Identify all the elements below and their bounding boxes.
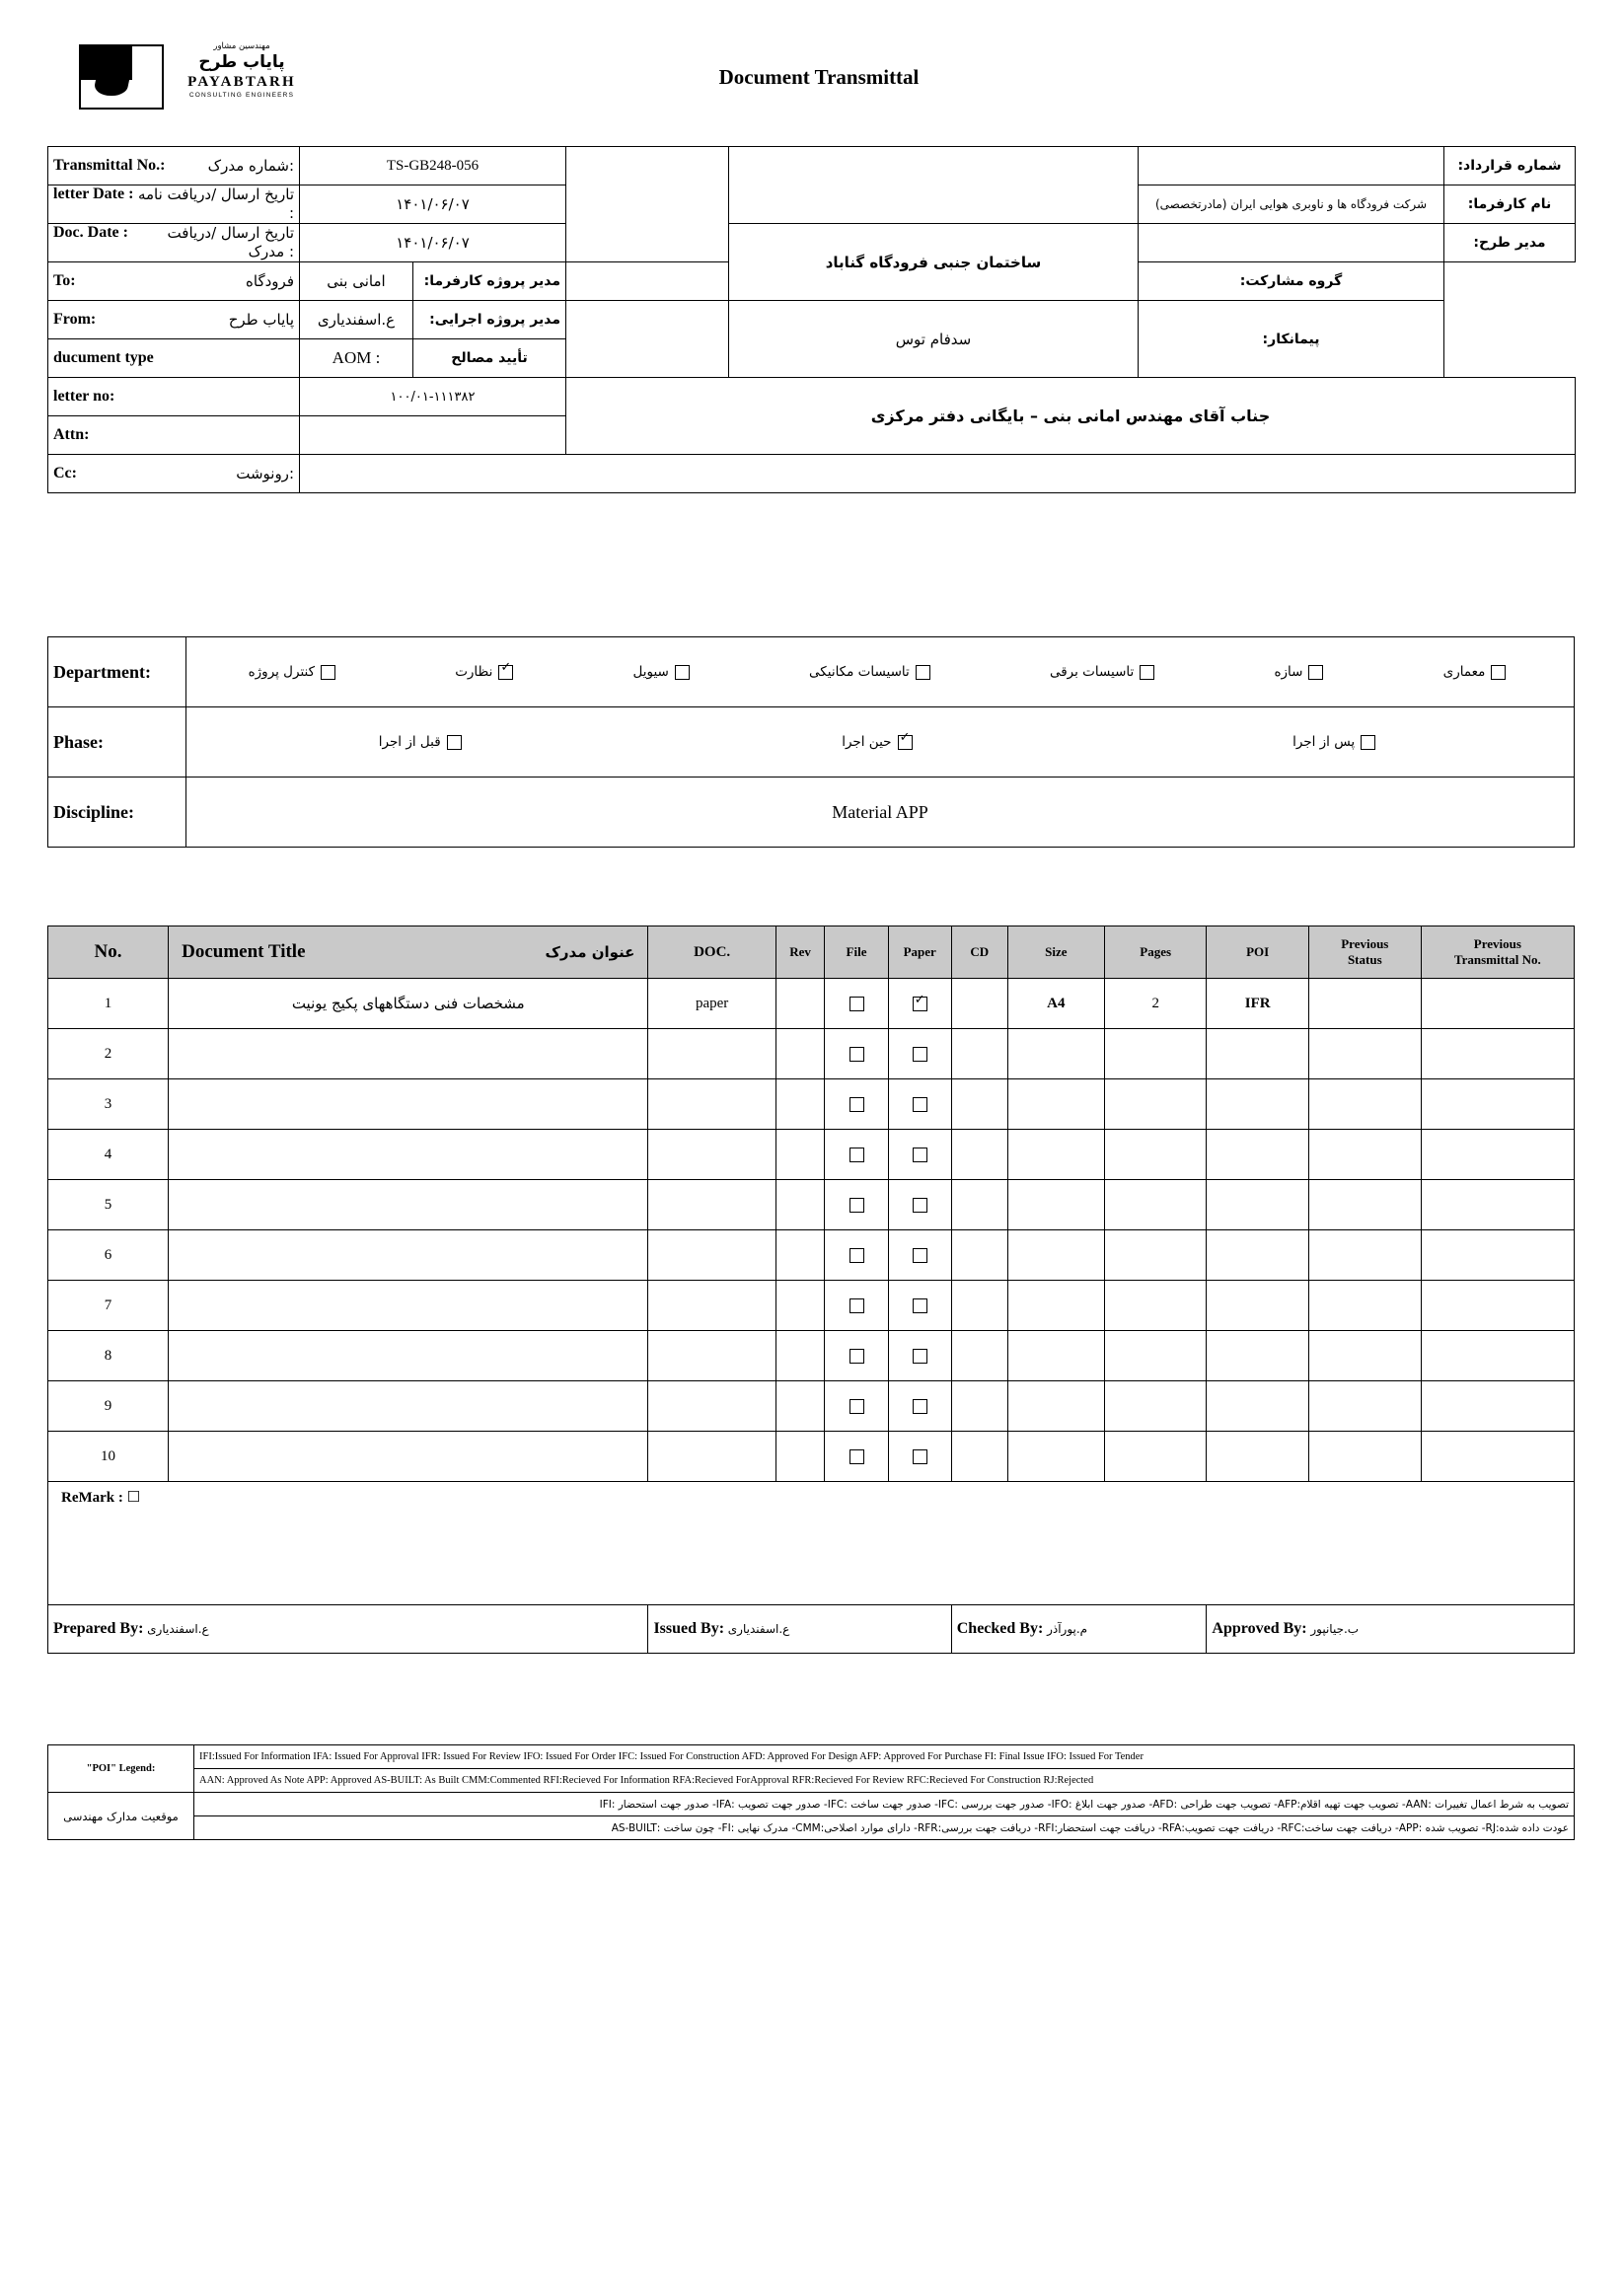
cell-paper-checkbox[interactable] bbox=[913, 1349, 927, 1364]
table-row bbox=[48, 1130, 1575, 1180]
label-employer-name: نام کارفرما: bbox=[1444, 185, 1576, 224]
label-letter-date: letter Date : bbox=[53, 185, 134, 202]
cell-previous-transmittal-no bbox=[1421, 1432, 1574, 1482]
legend-fa-line-1: تصویب به شرط اعمال تغییرات :AAN- تصویب جهت تهیه اقلام:AFP- تصویب جهت طراحی :AFD- صدور جهت ابلاغ :IFO- صدور جهت بررسی :IFC- صدور جهت ساخت :IFC- صدور جهت تصویب :IFA- صدور جهت استحضار :IFI bbox=[194, 1793, 1575, 1816]
cell-pages bbox=[1104, 1180, 1206, 1230]
dept-option-architecture[interactable] bbox=[1443, 664, 1513, 680]
cell-paper-checkbox[interactable] bbox=[913, 1097, 927, 1112]
cell-size: A4 bbox=[1007, 979, 1104, 1029]
table-row bbox=[48, 301, 1576, 339]
label-department: Department: bbox=[48, 637, 186, 707]
cell-previous-status bbox=[1308, 1029, 1421, 1079]
cell-employer-name-value: شرکت فرودگاه ها و ناوبری هوایی ایران (مادرتخصصی) bbox=[1139, 185, 1444, 224]
cell-poi bbox=[1207, 1029, 1308, 1079]
label-transmittal-no-fa: شماره مدرک: bbox=[207, 156, 294, 175]
table-header-row bbox=[48, 926, 1575, 979]
logo-text bbox=[168, 41, 316, 99]
cell-previous-status bbox=[1308, 979, 1421, 1029]
phase-option-before-construction[interactable] bbox=[379, 734, 468, 750]
cell-paper bbox=[888, 1230, 951, 1281]
cell-cd bbox=[951, 1029, 1007, 1079]
phase-option-during-label: حین اجرا bbox=[842, 734, 892, 750]
col-previous-transmittal-no: Previous Transmittal No. bbox=[1421, 926, 1574, 979]
table-row bbox=[48, 1079, 1575, 1130]
cell-poi bbox=[1207, 1331, 1308, 1381]
dept-option-civil[interactable] bbox=[633, 664, 696, 680]
label-contractor: پیمانکار: bbox=[1139, 301, 1444, 378]
phase-option-during-construction[interactable] bbox=[842, 734, 918, 750]
department-phase-table bbox=[47, 636, 1575, 848]
cell-previous-status bbox=[1308, 1331, 1421, 1381]
cell-file bbox=[825, 1079, 888, 1130]
cell-row-no: 2 bbox=[48, 1029, 169, 1079]
value-prepared-by: ع.اسفندیاری bbox=[147, 1622, 209, 1636]
cell-prepared-by bbox=[48, 1605, 648, 1654]
cell-row-no: 1 bbox=[48, 979, 169, 1029]
cell-partnership-value bbox=[566, 262, 729, 301]
cell-row-no: 5 bbox=[48, 1180, 169, 1230]
cell-row-no: 3 bbox=[48, 1079, 169, 1130]
cell-attn-value bbox=[300, 416, 566, 455]
col-pages: Pages bbox=[1104, 926, 1206, 979]
label-approved-by: Approved By: bbox=[1212, 1620, 1307, 1637]
cell-cd bbox=[951, 1180, 1007, 1230]
label-discipline: Discipline: bbox=[48, 778, 186, 848]
table-row bbox=[48, 1793, 1575, 1816]
dept-option-supervision-checkbox[interactable] bbox=[498, 665, 513, 680]
col-no: No. bbox=[48, 926, 169, 979]
cell-paper bbox=[888, 979, 951, 1029]
dept-option-supervision[interactable] bbox=[455, 664, 519, 680]
cell-pages bbox=[1104, 1079, 1206, 1130]
dept-option-structure-checkbox[interactable] bbox=[1308, 665, 1323, 680]
cell-file-checkbox[interactable] bbox=[849, 1047, 864, 1062]
label-letter-no: letter no: bbox=[48, 378, 300, 416]
cell-pages: 2 bbox=[1104, 979, 1206, 1029]
table-row bbox=[48, 455, 1576, 493]
cell-cd bbox=[951, 1381, 1007, 1432]
dept-option-mechanical-checkbox[interactable] bbox=[916, 665, 930, 680]
dept-option-structure-label: سازه bbox=[1274, 664, 1303, 680]
cell-rev bbox=[775, 1029, 825, 1079]
poi-legend-table bbox=[47, 1744, 1575, 1840]
cell-previous-transmittal-no bbox=[1421, 1331, 1574, 1381]
cell-previous-transmittal-no bbox=[1421, 1230, 1574, 1281]
cell-document-type-value: AOM : bbox=[300, 339, 413, 378]
cell-cc-label bbox=[48, 455, 300, 493]
cell-doc-type bbox=[648, 1180, 775, 1230]
cell-previous-status bbox=[1308, 1180, 1421, 1230]
cell-from-label bbox=[48, 301, 300, 339]
cell-previous-transmittal-no bbox=[1421, 1381, 1574, 1432]
cell-file bbox=[825, 1180, 888, 1230]
cell-rev bbox=[775, 1180, 825, 1230]
logo-mark-icon bbox=[79, 44, 164, 110]
cell-file-checkbox[interactable] bbox=[849, 1449, 864, 1464]
value-checked-by: م.پورآذر bbox=[1047, 1622, 1088, 1636]
cell-row-no: 7 bbox=[48, 1281, 169, 1331]
dept-option-mechanical-label: تاسیسات مکانیکی bbox=[809, 664, 910, 680]
col-poi: POI bbox=[1207, 926, 1308, 979]
cell-doc-type bbox=[648, 1079, 775, 1130]
cell-rev bbox=[775, 1130, 825, 1180]
cell-cc-extra bbox=[300, 455, 1576, 493]
label-design-manager: مدیر طرح: bbox=[1444, 224, 1576, 262]
label-prepared-by: Prepared By: bbox=[53, 1620, 144, 1637]
cell-cd bbox=[951, 1432, 1007, 1482]
cell-paper-checkbox[interactable] bbox=[913, 1298, 927, 1313]
cell-poi bbox=[1207, 1230, 1308, 1281]
dept-option-project-control-label: کنترل پروژه bbox=[248, 664, 316, 680]
cell-document-title bbox=[169, 1432, 648, 1482]
label-checked-by: Checked By: bbox=[956, 1620, 1044, 1637]
legend-line-1: IFI:Issued For Information IFA: Issued For Approval IFR: Issued For Review IFO: Issued For Order IFC: Issued For Construction AFD: Approved For Design AFP: Approved For Purchase FI: Final Issue IFO: Issued For Tender bbox=[194, 1745, 1575, 1769]
cell-doc-type bbox=[648, 1230, 775, 1281]
label-phase: Phase: bbox=[48, 707, 186, 778]
cell-to-label bbox=[48, 262, 300, 301]
logo-line-2: پایاب طرح bbox=[198, 52, 285, 72]
label-cc: Cc: bbox=[53, 464, 77, 481]
cell-transmittal-label bbox=[48, 147, 300, 185]
cell-file bbox=[825, 1381, 888, 1432]
col-file: File bbox=[825, 926, 888, 979]
cell-paper bbox=[888, 1029, 951, 1079]
cell-file bbox=[825, 1029, 888, 1079]
cell-size bbox=[1007, 1331, 1104, 1381]
dept-option-civil-label: سیویل bbox=[632, 664, 669, 680]
dept-option-mechanical[interactable] bbox=[809, 664, 936, 680]
dept-option-electrical-label: تاسیسات برقی bbox=[1049, 664, 1135, 680]
cell-document-title bbox=[169, 1281, 648, 1331]
cell-transmittal-value: TS-GB248-056 bbox=[300, 147, 566, 185]
signature-row bbox=[48, 1605, 1575, 1654]
cell-document-title bbox=[169, 1029, 648, 1079]
cell-file-checkbox[interactable] bbox=[849, 1248, 864, 1263]
cell-pages bbox=[1104, 1381, 1206, 1432]
cell-poi bbox=[1207, 1130, 1308, 1180]
cell-pages bbox=[1104, 1432, 1206, 1482]
legend-line-2: AAN: Approved As Note APP: Approved AS-BUILT: As Built CMM:Commented RFI:Recieved For Information RFA:Recieved ForApproval RFR:Recieved For Review RFC:Recieved For Construction RJ:Rejected bbox=[194, 1769, 1575, 1793]
cell-paper-checkbox[interactable] bbox=[913, 1198, 927, 1213]
cell-document-title bbox=[169, 1130, 648, 1180]
col-document-title-en: Document Title bbox=[182, 941, 306, 962]
dept-option-architecture-checkbox[interactable] bbox=[1491, 665, 1506, 680]
logo-line-3: PAYABTARH bbox=[187, 74, 296, 90]
cell-doc-type bbox=[648, 1432, 775, 1482]
col-paper: Paper bbox=[888, 926, 951, 979]
cell-paper bbox=[888, 1130, 951, 1180]
cell-project-name-empty bbox=[729, 147, 1139, 224]
cell-contractor-value: سدفام توس bbox=[729, 301, 1139, 378]
cell-exec-pm-value: ع.اسفندیاری bbox=[300, 301, 413, 339]
cell-pages bbox=[1104, 1331, 1206, 1381]
label-issued-by: Issued By: bbox=[653, 1620, 725, 1637]
cell-department-options bbox=[186, 637, 1575, 707]
cell-rev bbox=[775, 1281, 825, 1331]
cell-size bbox=[1007, 1130, 1104, 1180]
cell-spacer-left bbox=[566, 147, 729, 262]
table-row bbox=[48, 224, 1576, 262]
label-material-approval: تأیید مصالح bbox=[413, 339, 566, 378]
table-row bbox=[48, 1816, 1575, 1840]
cell-rev bbox=[775, 1230, 825, 1281]
dept-option-supervision-label: نظارت bbox=[455, 664, 493, 680]
dept-option-project-control-checkbox[interactable] bbox=[321, 665, 335, 680]
cell-previous-transmittal-no bbox=[1421, 1281, 1574, 1331]
cell-rev bbox=[775, 1331, 825, 1381]
label-to: To: bbox=[53, 271, 76, 289]
phase-option-before-checkbox[interactable] bbox=[447, 735, 462, 750]
table-row bbox=[48, 1281, 1575, 1331]
cell-phase-options bbox=[186, 707, 1575, 778]
cell-previous-transmittal-no bbox=[1421, 979, 1574, 1029]
label-letter-date-fa: تاریخ ارسال /دریافت نامه : bbox=[137, 185, 294, 222]
col-size: Size bbox=[1007, 926, 1104, 979]
cell-previous-status bbox=[1308, 1432, 1421, 1482]
cell-poi bbox=[1207, 1432, 1308, 1482]
phase-option-after-checkbox[interactable] bbox=[1361, 735, 1375, 750]
table-row bbox=[48, 378, 1576, 416]
document-list-table bbox=[47, 926, 1575, 1654]
cell-previous-transmittal-no bbox=[1421, 1130, 1574, 1180]
cell-rev bbox=[775, 979, 825, 1029]
cell-document-title bbox=[169, 1381, 648, 1432]
value-approved-by: ب.جیانپور bbox=[1310, 1622, 1360, 1636]
cell-doc-date-label bbox=[48, 224, 300, 262]
cell-poi bbox=[1207, 1281, 1308, 1331]
cell-paper bbox=[888, 1180, 951, 1230]
table-row bbox=[48, 778, 1575, 848]
table-row bbox=[48, 707, 1575, 778]
dept-option-electrical-checkbox[interactable] bbox=[1140, 665, 1154, 680]
table-row bbox=[48, 147, 1576, 185]
table-row bbox=[48, 1230, 1575, 1281]
cell-poi bbox=[1207, 1180, 1308, 1230]
cell-doc-type bbox=[648, 1281, 775, 1331]
page-header bbox=[69, 39, 1559, 128]
dept-option-project-control[interactable] bbox=[249, 664, 341, 680]
phase-option-after-construction[interactable] bbox=[1292, 734, 1381, 750]
cell-document-title bbox=[169, 1079, 648, 1130]
cell-size bbox=[1007, 1281, 1104, 1331]
cell-approved-by bbox=[1207, 1605, 1575, 1654]
label-document-type: ducument type bbox=[48, 339, 300, 378]
cell-previous-transmittal-no bbox=[1421, 1029, 1574, 1079]
cell-doc-type bbox=[648, 1130, 775, 1180]
cell-file bbox=[825, 1331, 888, 1381]
cell-previous-transmittal-no bbox=[1421, 1079, 1574, 1130]
cell-doc-type bbox=[648, 1331, 775, 1381]
cell-paper bbox=[888, 1079, 951, 1130]
label-transmittal-no: Transmittal No.: bbox=[53, 156, 166, 174]
logo-line-1: مهندسین مشاور bbox=[213, 41, 270, 51]
cell-pages bbox=[1104, 1230, 1206, 1281]
label-employer-pm: مدیر پروژه کارفرما: bbox=[413, 262, 566, 301]
cell-previous-status bbox=[1308, 1381, 1421, 1432]
label-remark: ReMark : bbox=[61, 1490, 123, 1506]
cell-letter-date-label bbox=[48, 185, 300, 224]
cell-previous-transmittal-no bbox=[1421, 1180, 1574, 1230]
table-row bbox=[48, 1381, 1575, 1432]
cell-cd bbox=[951, 1079, 1007, 1130]
transmittal-info-table bbox=[47, 146, 1575, 493]
table-row bbox=[48, 1745, 1575, 1769]
cell-row-no: 9 bbox=[48, 1381, 169, 1432]
cell-doc-date-value: ۱۴۰۱/۰۶/۰۷ bbox=[300, 224, 566, 262]
cell-previous-status bbox=[1308, 1281, 1421, 1331]
cell-size bbox=[1007, 1432, 1104, 1482]
cell-poi: IFR bbox=[1207, 979, 1308, 1029]
cell-file-checkbox[interactable] bbox=[849, 1399, 864, 1414]
cell-paper-checkbox[interactable] bbox=[913, 1248, 927, 1263]
col-document-title bbox=[169, 926, 648, 979]
cell-rev bbox=[775, 1079, 825, 1130]
cell-rev bbox=[775, 1381, 825, 1432]
cell-row-no: 8 bbox=[48, 1331, 169, 1381]
col-document-title-fa: عنوان مدرک bbox=[545, 943, 635, 961]
label-doc-date-fa: تاریخ ارسال /دریافت مدرک : bbox=[167, 224, 294, 260]
cell-document-title: مشخصات فنی دستگاههای پکیج یونیت bbox=[169, 979, 648, 1029]
cell-pages bbox=[1104, 1029, 1206, 1079]
cell-discipline-value: Material APP bbox=[186, 778, 1575, 848]
cell-paper-checkbox[interactable] bbox=[913, 1148, 927, 1162]
table-row bbox=[48, 1029, 1575, 1079]
cell-cd bbox=[951, 1230, 1007, 1281]
value-to-fa: فرودگاه bbox=[246, 271, 294, 290]
phase-option-during-checkbox[interactable] bbox=[898, 735, 913, 750]
col-cd: CD bbox=[951, 926, 1007, 979]
label-exec-pm: مدیر پروژه اجرایی: bbox=[413, 301, 566, 339]
cell-poi bbox=[1207, 1381, 1308, 1432]
cell-spacer-mid bbox=[566, 301, 729, 378]
cell-poi bbox=[1207, 1079, 1308, 1130]
cell-cd bbox=[951, 1331, 1007, 1381]
col-previous-status: Previous Status bbox=[1308, 926, 1421, 979]
cell-document-title bbox=[169, 1230, 648, 1281]
cell-row-no: 10 bbox=[48, 1432, 169, 1482]
remark-row bbox=[48, 1482, 1575, 1605]
cell-rev bbox=[775, 1432, 825, 1482]
dept-option-electrical[interactable] bbox=[1050, 664, 1160, 680]
label-contract-no: شماره قرارداد: bbox=[1444, 147, 1576, 185]
cell-size bbox=[1007, 1381, 1104, 1432]
cell-row-no: 4 bbox=[48, 1130, 169, 1180]
label-doc-date: Doc. Date : bbox=[53, 224, 128, 241]
cell-file bbox=[825, 979, 888, 1029]
cell-file bbox=[825, 1130, 888, 1180]
cell-row-no: 6 bbox=[48, 1230, 169, 1281]
cell-file-checkbox[interactable] bbox=[849, 1097, 864, 1112]
cell-checked-by bbox=[951, 1605, 1207, 1654]
cell-project-name: ساختمان جنبی فرودگاه گناباد bbox=[729, 224, 1139, 301]
cell-doc-type bbox=[648, 1381, 775, 1432]
cell-paper-checkbox[interactable] bbox=[913, 1449, 927, 1464]
cell-size bbox=[1007, 1180, 1104, 1230]
cell-file bbox=[825, 1432, 888, 1482]
cell-letter-no-value: ۱۰۰/۰۱-۱۱۱۳۸۲ bbox=[300, 378, 566, 416]
phase-option-before-label: قبل از اجرا bbox=[378, 734, 441, 750]
cell-file-checkbox[interactable] bbox=[849, 997, 864, 1011]
phase-option-after-label: پس از اجرا bbox=[1292, 734, 1356, 750]
cell-file-checkbox[interactable] bbox=[849, 1148, 864, 1162]
dept-option-structure[interactable] bbox=[1274, 664, 1329, 680]
cell-file-checkbox[interactable] bbox=[849, 1298, 864, 1313]
col-rev: Rev bbox=[775, 926, 825, 979]
cell-size bbox=[1007, 1079, 1104, 1130]
table-row bbox=[48, 979, 1575, 1029]
cell-paper bbox=[888, 1432, 951, 1482]
cell-doc-type: paper bbox=[648, 979, 775, 1029]
cell-cd bbox=[951, 979, 1007, 1029]
cell-letter-date-value: ۱۴۰۱/۰۶/۰۷ bbox=[300, 185, 566, 224]
cell-employer-pm-value: امانی بنی bbox=[300, 262, 413, 301]
label-cc-fa: رونوشت: bbox=[236, 464, 294, 482]
cell-paper bbox=[888, 1381, 951, 1432]
cell-paper-checkbox[interactable] bbox=[913, 1047, 927, 1062]
label-partnership: گروه مشارکت: bbox=[1139, 262, 1444, 301]
department-options bbox=[191, 664, 1569, 680]
cell-design-manager-value bbox=[1139, 224, 1444, 262]
cell-previous-status bbox=[1308, 1130, 1421, 1180]
cell-file-checkbox[interactable] bbox=[849, 1349, 864, 1364]
dept-option-architecture-label: معماری bbox=[1442, 664, 1486, 680]
company-logo bbox=[69, 39, 316, 123]
value-from-fa: پایاب طرح bbox=[228, 310, 294, 329]
cell-issued-by bbox=[648, 1605, 951, 1654]
table-row bbox=[48, 1180, 1575, 1230]
label-attn: Attn: bbox=[48, 416, 300, 455]
cell-cd bbox=[951, 1130, 1007, 1180]
value-issued-by: ع.اسفندیاری bbox=[727, 1622, 790, 1636]
cell-cd bbox=[951, 1281, 1007, 1331]
col-doc: DOC. bbox=[648, 926, 775, 979]
phase-options bbox=[191, 734, 1569, 750]
cell-remark: ReMark : ☐ bbox=[48, 1482, 1575, 1605]
table-row bbox=[48, 1331, 1575, 1381]
cell-paper bbox=[888, 1281, 951, 1331]
cell-pages bbox=[1104, 1130, 1206, 1180]
dept-option-civil-checkbox[interactable] bbox=[675, 665, 690, 680]
cell-paper bbox=[888, 1331, 951, 1381]
logo-line-4: CONSULTING ENGINEERS bbox=[188, 92, 295, 99]
cell-previous-status bbox=[1308, 1079, 1421, 1130]
cell-file bbox=[825, 1281, 888, 1331]
page-title: Document Transmittal bbox=[718, 65, 920, 89]
cell-file-checkbox[interactable] bbox=[849, 1198, 864, 1213]
cell-doc-type bbox=[648, 1029, 775, 1079]
cell-cc-recipient: جناب آقای مهندس امانی بنی – بایگانی دفتر مرکزی bbox=[566, 378, 1576, 455]
cell-pages bbox=[1104, 1281, 1206, 1331]
label-from: From: bbox=[53, 310, 97, 328]
legend-fa-line-2: عودت داده شده:RJ- تصویب شده :APP- دریافت جهت ساخت:RFC- دریافت جهت تصویب:RFA- دریافت جهت استحضار:RFI- دریافت جهت بررسی:RFR- دارای موارد اصلاحی:CMM- مدرک نهایی :FI- چون ساخت :AS-BUILT bbox=[194, 1816, 1575, 1840]
label-engineering-docs-status: موقعیت مدارک مهندسی bbox=[48, 1793, 194, 1840]
cell-paper-checkbox[interactable] bbox=[913, 997, 927, 1011]
label-poi-legend: "POI" Legend: bbox=[48, 1745, 194, 1793]
cell-contract-no-value bbox=[1139, 147, 1444, 185]
table-row bbox=[48, 1769, 1575, 1793]
cell-document-title bbox=[169, 1180, 648, 1230]
cell-size bbox=[1007, 1029, 1104, 1079]
cell-file bbox=[825, 1230, 888, 1281]
cell-previous-status bbox=[1308, 1230, 1421, 1281]
table-row bbox=[48, 1432, 1575, 1482]
cell-size bbox=[1007, 1230, 1104, 1281]
cell-paper-checkbox[interactable] bbox=[913, 1399, 927, 1414]
table-row bbox=[48, 637, 1575, 707]
cell-document-title bbox=[169, 1331, 648, 1381]
